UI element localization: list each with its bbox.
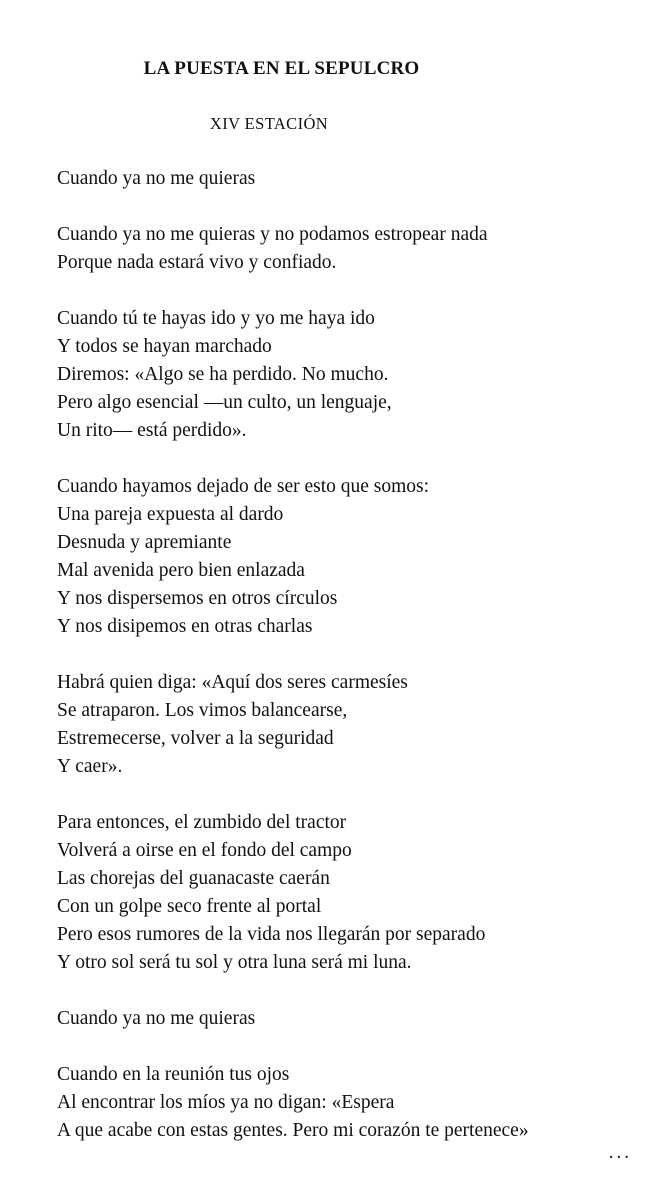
poem-line: Una pareja expuesta al dardo — [57, 504, 284, 525]
stanza — [57, 809, 647, 977]
poem-line: Y nos dispersemos en otros círculos — [57, 588, 338, 609]
poem-line: Habrá quien diga: «Aquí dos seres carmesíes — [57, 672, 408, 693]
poem-line: Estremecerse, volver a la seguridad — [57, 728, 334, 749]
stanza — [57, 221, 647, 277]
poem-line: Cuando ya no me quieras y no podamos estropear nada — [57, 224, 488, 245]
poem-line: Desnuda y apremiante — [57, 532, 232, 553]
poem-line: Las chorejas del guanacaste caerán — [57, 868, 330, 889]
poem-line: Cuando ya no me quieras — [57, 1008, 256, 1029]
poem-line: Un rito— está perdido». — [57, 420, 247, 441]
poem-line: Diremos: «Algo se ha perdido. No mucho. — [57, 364, 389, 385]
poem-line: Y nos disipemos en otras charlas — [57, 616, 313, 637]
poem-line: Volverá a oirse en el fondo del campo — [57, 840, 352, 861]
poem-line: Cuando ya no me quieras — [57, 168, 256, 189]
poem-line: Al encontrar los míos ya no digan: «Espera — [57, 1092, 395, 1113]
poem-line: Cuando hayamos dejado de ser esto que somos: — [57, 476, 430, 497]
continuation-ellipsis: ... — [608, 1142, 632, 1163]
poem-line: Se atraparon. Los vimos balancearse, — [57, 700, 348, 721]
poem-line: Cuando en la reunión tus ojos — [57, 1064, 290, 1085]
poem-line: Pero esos rumores de la vida nos llegarán por separado — [57, 924, 486, 945]
poem-line: Y otro sol será tu sol y otra luna será mi luna. — [57, 952, 412, 973]
poem-body — [57, 165, 647, 1173]
poem-line: Con un golpe seco frente al portal — [57, 896, 322, 917]
poem-subtitle: XIV ESTACIÓN — [209, 114, 329, 133]
poem-line: Pero algo esencial —un culto, un lenguaje, — [57, 392, 392, 413]
poem-line: Porque nada estará vivo y confiado. — [57, 252, 337, 273]
poem-line: Mal avenida pero bien enlazada — [57, 560, 305, 581]
stanza — [57, 165, 647, 193]
stanza — [57, 669, 647, 781]
poem-line: Y todos se hayan marchado — [57, 336, 272, 357]
poem-line: A que acabe con estas gentes. Pero mi corazón te pertenece» — [57, 1120, 529, 1141]
stanza — [57, 1061, 647, 1145]
stanza — [57, 1005, 647, 1033]
poem-line: Y caer». — [57, 756, 123, 777]
poem-line: Cuando tú te hayas ido y yo me haya ido — [57, 308, 375, 329]
stanza — [57, 473, 647, 641]
poem-line: Para entonces, el zumbido del tractor — [57, 812, 347, 833]
poem-title: LA PUESTA EN EL SEPULCRO — [143, 58, 420, 79]
stanza — [57, 305, 647, 445]
